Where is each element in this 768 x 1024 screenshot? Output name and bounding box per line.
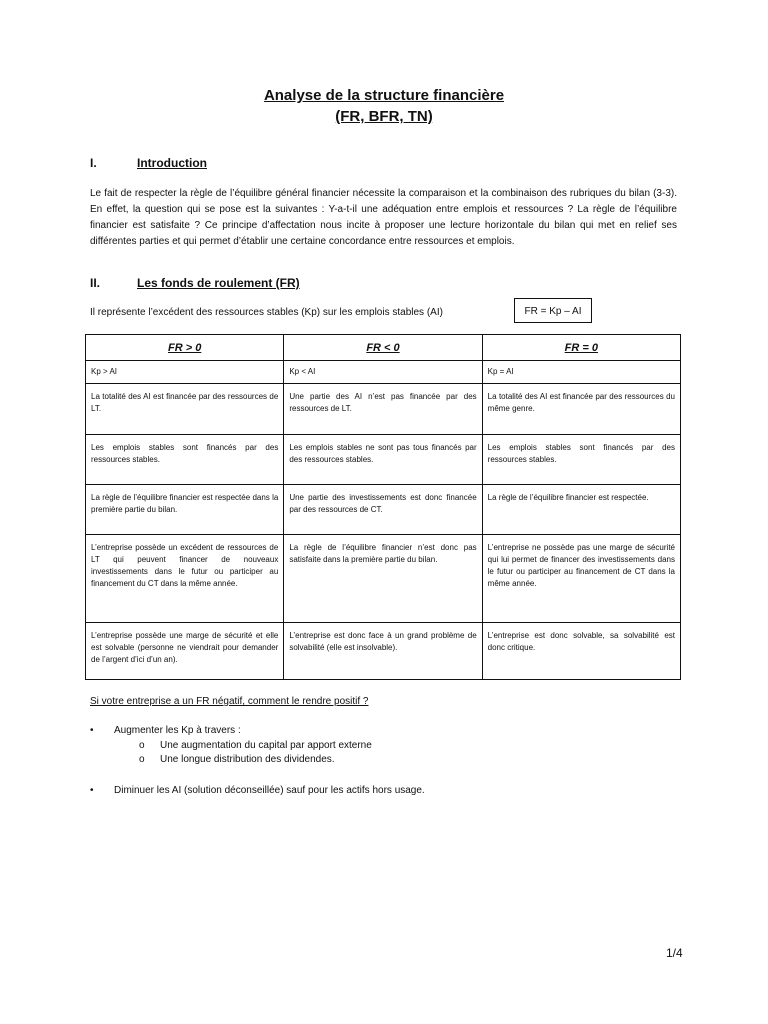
bullet-icon: •: [90, 785, 94, 796]
table-row: [86, 384, 681, 435]
section-title: Introduction: [137, 156, 207, 170]
table-cell: La totalité des AI est financée par des ressources de LT.: [91, 392, 279, 413]
question-heading: Si votre entreprise a un FR négatif, comment le rendre positif ?: [90, 696, 369, 707]
table-row: [86, 535, 681, 623]
page-number: 1/4: [666, 946, 683, 960]
section-heading-fonds-de-roulement: [90, 276, 300, 290]
table-cell: L’entreprise est donc solvable, sa solvabilité est donc critique.: [487, 631, 675, 652]
list-item-text: Diminuer les AI (solution déconseillée) sauf pour les actifs hors usage.: [114, 785, 425, 796]
table-cell: Kp > AI: [86, 361, 284, 384]
section-heading-introduction: [90, 156, 207, 170]
circle-bullet-icon: o: [139, 740, 145, 751]
column-header-fr-zero: FR = 0: [482, 335, 680, 361]
table-cell: L’entreprise est donc face à un grand problème de solvabilité (elle est insolvable).: [289, 631, 477, 652]
table-cell: La règle de l’équilibre financier est respectée.: [487, 493, 649, 502]
section-number: II.: [90, 276, 101, 290]
table-cell: Les emplois stables sont financés par des ressources stables.: [91, 443, 279, 464]
bullet-icon: •: [90, 725, 94, 736]
table-cell: L’entreprise possède un excédent de ressources de LT qui peuvent financer de nouveaux investissements dans le futur ou participer au financement du CT dans la même année.: [91, 543, 279, 588]
table-row: [86, 485, 681, 535]
table-cell: Les emplois stables sont financés par des ressources stables.: [487, 443, 675, 464]
fr-formula-box: FR = Kp – AI: [514, 298, 592, 323]
table-header-row: [86, 335, 681, 361]
table-cell: La totalité des AI est financée par des ressources du même genre.: [487, 392, 675, 413]
sub-list-item-text: Une longue distribution des dividendes.: [160, 754, 335, 765]
table-cell: La règle de l’équilibre financier n’est donc pas satisfaite dans la première partie du bilan.: [289, 543, 477, 564]
table-cell: L’entreprise possède une marge de sécurité et elle est solvable (personne ne viendrait pour demander de l’argent d’ici d’un an).: [91, 631, 279, 664]
table-cell: Une partie des AI n’est pas financée par des ressources de LT.: [289, 392, 477, 413]
table-cell: La règle de l’équilibre financier est respectée dans la première partie du bilan.: [91, 493, 279, 514]
circle-bullet-icon: o: [139, 754, 145, 765]
table-cell: Kp < AI: [284, 361, 482, 384]
section-title: Les fonds de roulement (FR): [137, 276, 300, 290]
sub-list-item-text: Une augmentation du capital par apport externe: [160, 740, 372, 751]
table-row: [86, 623, 681, 680]
column-header-fr-negative: FR < 0: [284, 335, 482, 361]
section-number: I.: [90, 156, 97, 170]
document-title: Analyse de la structure financière: [263, 87, 505, 104]
list-item-text: Augmenter les Kp à travers :: [114, 725, 241, 736]
table-cell: Une partie des investissements est donc financée par des ressources de CT.: [289, 493, 477, 514]
fr-definition: Il représente l’excédent des ressources stables (Kp) sur les emplois stables (AI): [90, 307, 443, 318]
table-cell: L’entreprise ne possède pas une marge de sécurité qui lui permet de financer des investissements dans le futur ou participer au financement de CT dans la même année.: [487, 543, 675, 588]
fr-comparison-table: [85, 334, 681, 680]
intro-paragraph: Le fait de respecter la règle de l’équilibre général financier nécessite la comparaison et la combinaison des rubriques du bilan (3-3). En effet, la question qui se pose est la suivantes : Y-a-t-il une adéquation entre emplois et ressources ? La règle de l’équilibre financier est satisfaite ? Ce principe d’affectation nous incite à proposer une lecture horizontale du bilan qui met en relief ses différentes parties et qui permet d’établir une certaine concordance entre ressources et emplois.: [90, 188, 677, 247]
document-subtitle: (FR, BFR, TN): [335, 108, 433, 125]
table-cell: Les emplois stables ne sont pas tous financés par des ressources stables.: [289, 443, 477, 464]
table-cell: Kp = AI: [482, 361, 680, 384]
table-row: [86, 435, 681, 485]
table-row: [86, 361, 681, 384]
column-header-fr-positive: FR > 0: [86, 335, 284, 361]
